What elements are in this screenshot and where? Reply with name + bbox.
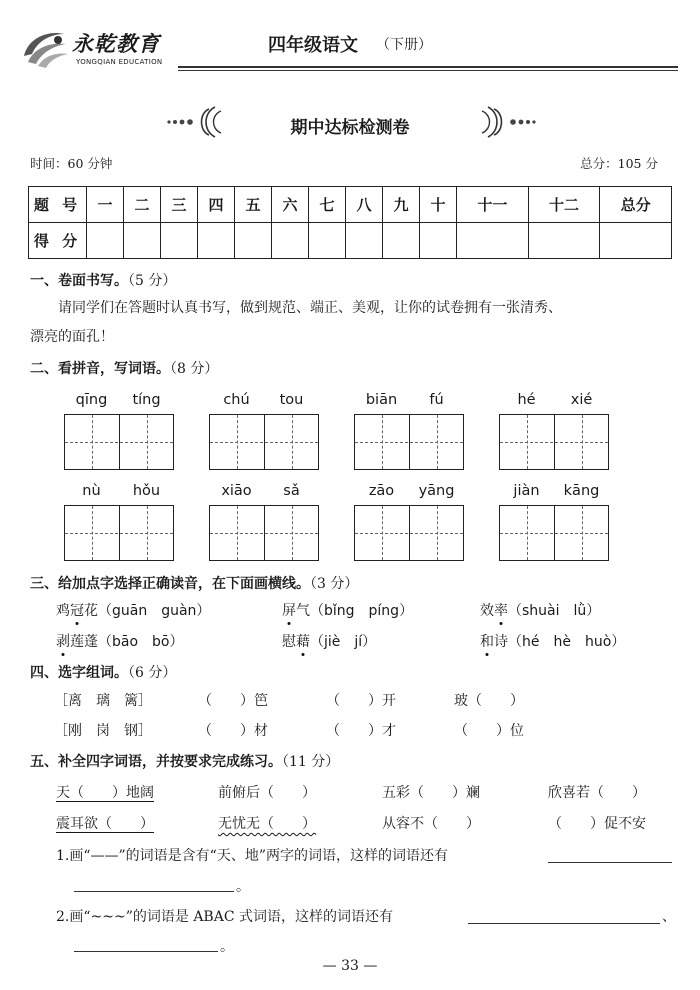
char-options-row-1: ［离 璃 篱］ xyxy=(54,693,152,709)
idiom-fill-item[interactable]: 五彩（ ）斓 xyxy=(382,785,480,801)
idiom-fill-item[interactable]: 欣喜若（ ） xyxy=(548,785,646,801)
answer-line[interactable] xyxy=(468,923,660,924)
tianzige-writing-boxes[interactable] xyxy=(499,505,609,561)
score-table-score-row xyxy=(29,223,672,259)
score-cell[interactable] xyxy=(346,223,383,259)
pinyin-word-group xyxy=(64,483,174,563)
section-2-heading xyxy=(30,358,218,378)
fill-blank-item[interactable]: （ ）笆 xyxy=(198,693,268,709)
reading-choice-item[interactable] xyxy=(480,600,600,620)
section-points: （5 分） xyxy=(128,273,177,289)
pinyin-syllable: jiàn xyxy=(513,483,540,499)
question-2-end: 。 xyxy=(220,939,234,955)
pinyin-syllable: hǒu xyxy=(132,483,161,499)
answer-line[interactable] xyxy=(74,951,218,952)
word-part: 诗 xyxy=(494,634,508,650)
tianzige-writing-boxes[interactable] xyxy=(499,414,609,470)
tianzige-writing-boxes[interactable] xyxy=(209,414,319,470)
dotted-char: 藉 xyxy=(296,634,310,650)
pinyin-word-group xyxy=(64,392,174,472)
pinyin-syllable: tíng xyxy=(132,392,161,408)
pinyin-options: （jiè jí） xyxy=(310,634,377,650)
fill-blank-item[interactable]: 玻（ ） xyxy=(454,693,524,709)
idiom-fill-item[interactable]: 从容不（ ） xyxy=(382,816,480,832)
tianzige-writing-boxes[interactable] xyxy=(209,505,319,561)
reading-choice-item[interactable] xyxy=(282,631,376,651)
score-cell[interactable] xyxy=(420,223,457,259)
section-heading-text: 二、看拼音，写词语。 xyxy=(30,361,170,377)
word-part: 慰 xyxy=(282,634,296,650)
dotted-char: 率 xyxy=(494,603,508,619)
pinyin-options: （shuài lǜ） xyxy=(508,603,601,619)
ornament-right-icon xyxy=(478,105,538,139)
pinyin-word-group xyxy=(354,392,464,472)
section-5-heading xyxy=(30,751,339,771)
section-1-instruction-line-1: 请同学们在答题时认真书写，做到规范、端正、美观，让你的试卷拥有一张清秀、 xyxy=(58,300,562,316)
book-subtitle: （下册） xyxy=(376,37,432,53)
section-1-instruction-line-2: 漂亮的面孔！ xyxy=(30,329,114,345)
pinyin-syllable: xiāo xyxy=(221,483,252,499)
pinyin-syllable: biān xyxy=(365,392,398,408)
section-1-heading xyxy=(30,270,176,290)
question-2-text: 2.画“~~~”的词语是 ABAC 式词语，这样的词语还有 xyxy=(56,909,393,925)
question-1-text: 1.画“——”的词语是含有“天、地”两字的词语，这样的词语还有 xyxy=(56,848,448,864)
grid-guide-line xyxy=(65,442,173,443)
word-part: 气 xyxy=(296,603,310,619)
pinyin-word-group xyxy=(499,392,609,472)
pinyin-word-group xyxy=(209,483,319,563)
exam-time: 时间：60 分钟 xyxy=(30,156,113,171)
dotted-char: 和 xyxy=(480,634,494,650)
fill-blank-item[interactable]: （ ）才 xyxy=(326,723,396,739)
score-table-row-label: 题 号 xyxy=(29,187,87,223)
grid-guide-line xyxy=(355,442,463,443)
word-part: 鸡 xyxy=(56,603,70,619)
grid-guide-line xyxy=(210,442,318,443)
score-table-column: 九 xyxy=(383,187,420,223)
score-cell[interactable] xyxy=(87,223,124,259)
score-cell[interactable] xyxy=(161,223,198,259)
score-table-column: 三 xyxy=(161,187,198,223)
section-3-heading xyxy=(30,573,358,593)
tianzige-writing-boxes[interactable] xyxy=(64,414,174,470)
word-part: 花 xyxy=(84,603,98,619)
pinyin-syllable: kāng xyxy=(563,483,600,499)
pinyin-syllable: sǎ xyxy=(283,483,300,499)
pinyin-options: （bǐng píng） xyxy=(310,603,414,619)
score-table-column: 一 xyxy=(87,187,124,223)
pinyin-word-group xyxy=(499,483,609,563)
section-points: （11 分） xyxy=(282,754,340,770)
question-1-end: 。 xyxy=(236,879,250,895)
idiom-fill-item[interactable]: （ ）促不安 xyxy=(548,816,646,832)
fill-blank-item[interactable]: （ ）材 xyxy=(198,723,268,739)
score-table-column: 四 xyxy=(198,187,235,223)
score-table-column: 十 xyxy=(420,187,457,223)
answer-line[interactable] xyxy=(74,891,234,892)
score-table-column: 总分 xyxy=(600,187,672,223)
pinyin-syllable: chú xyxy=(223,392,250,408)
dotted-char: 剥 xyxy=(56,634,70,650)
word-part: 莲蓬 xyxy=(70,634,98,650)
pinyin-word-group xyxy=(209,392,319,472)
pinyin-syllable: fú xyxy=(429,392,444,408)
grid-guide-line xyxy=(500,442,608,443)
section-heading-text: 一、卷面书写。 xyxy=(30,273,128,289)
score-cell[interactable] xyxy=(235,223,272,259)
pinyin-syllable: xié xyxy=(570,392,593,408)
exam-title: 期中达标检测卷 xyxy=(290,118,410,138)
idiom-fill-item[interactable]: 天（ ）地阔 xyxy=(56,785,154,801)
section-points: （6 分） xyxy=(128,665,177,681)
pinyin-syllable: zāo xyxy=(368,483,395,499)
pinyin-options: （hé hè huò） xyxy=(508,634,626,650)
score-table xyxy=(28,186,672,259)
score-cell[interactable] xyxy=(124,223,161,259)
book-title: 四年级语文 xyxy=(268,35,358,56)
idiom-fill-item[interactable]: 无忧无（ ） xyxy=(218,816,316,832)
pinyin-syllable: hé xyxy=(517,392,536,408)
grid-guide-line xyxy=(500,533,608,534)
score-cell[interactable] xyxy=(272,223,309,259)
tianzige-writing-boxes[interactable] xyxy=(64,505,174,561)
header-rule-thin xyxy=(178,70,678,71)
pinyin-syllable: qīng xyxy=(75,392,108,408)
score-table-column: 十二 xyxy=(528,187,600,223)
pinyin-syllable: nù xyxy=(82,483,101,499)
section-points: （8 分） xyxy=(170,361,219,377)
brand-name: 永乾教育 xyxy=(72,31,160,56)
page-number: — 33 — xyxy=(322,958,378,974)
pinyin-syllable: yāng xyxy=(418,483,455,499)
exam-total-score: 总分：105 分 xyxy=(580,156,658,171)
score-table-row-label: 得 分 xyxy=(29,223,87,259)
reading-choice-item[interactable] xyxy=(282,600,413,620)
dotted-char: 冠 xyxy=(70,603,84,619)
char-options-row-2: ［刚 岗 钢］ xyxy=(54,723,152,739)
grid-guide-line xyxy=(65,533,173,534)
score-cell[interactable] xyxy=(600,223,672,259)
pinyin-options: （guān guàn） xyxy=(98,603,211,619)
score-cell[interactable] xyxy=(457,223,529,259)
section-points: （3 分） xyxy=(310,576,359,592)
section-4-heading xyxy=(30,662,176,682)
section-heading-text: 五、补全四字词语，并按要求完成练习。 xyxy=(30,754,282,770)
score-cell[interactable] xyxy=(383,223,420,259)
score-table-header-row xyxy=(29,187,672,223)
score-cell[interactable] xyxy=(309,223,346,259)
answer-line[interactable] xyxy=(548,862,672,863)
score-table-column: 十一 xyxy=(457,187,529,223)
grid-guide-line xyxy=(210,533,318,534)
grid-guide-line xyxy=(355,533,463,534)
score-table-column: 五 xyxy=(235,187,272,223)
brand-english-name: YONGQIAN EDUCATION xyxy=(76,58,163,66)
reading-choice-item[interactable] xyxy=(480,631,625,651)
score-cell[interactable] xyxy=(198,223,235,259)
pinyin-word-group xyxy=(354,483,464,563)
score-table-column: 八 xyxy=(346,187,383,223)
section-heading-text: 三、给加点字选择正确读音，在下面画横线。 xyxy=(30,576,310,592)
idiom-fill-item[interactable]: 震耳欲（ ） xyxy=(56,816,154,832)
pinyin-syllable: tou xyxy=(279,392,304,408)
word-part: 效 xyxy=(480,603,494,619)
score-table-column: 二 xyxy=(124,187,161,223)
tianzige-writing-boxes[interactable] xyxy=(354,414,464,470)
idiom-fill-item[interactable]: 前俯后（ ） xyxy=(218,785,316,801)
dotted-char: 屏 xyxy=(282,603,296,619)
score-cell[interactable] xyxy=(528,223,600,259)
score-table-column: 七 xyxy=(309,187,346,223)
header-rule xyxy=(178,66,678,68)
reading-choice-item[interactable] xyxy=(56,600,210,620)
brand-logo-icon xyxy=(18,26,70,70)
tianzige-writing-boxes[interactable] xyxy=(354,505,464,561)
question-2-separator: 、 xyxy=(662,909,676,925)
pinyin-options: （bāo bō） xyxy=(98,634,184,650)
fill-blank-item[interactable]: （ ）开 xyxy=(326,693,396,709)
score-table-column: 六 xyxy=(272,187,309,223)
reading-choice-item[interactable] xyxy=(56,631,183,651)
fill-blank-item[interactable]: （ ）位 xyxy=(454,723,524,739)
section-heading-text: 四、选字组词。 xyxy=(30,665,128,681)
